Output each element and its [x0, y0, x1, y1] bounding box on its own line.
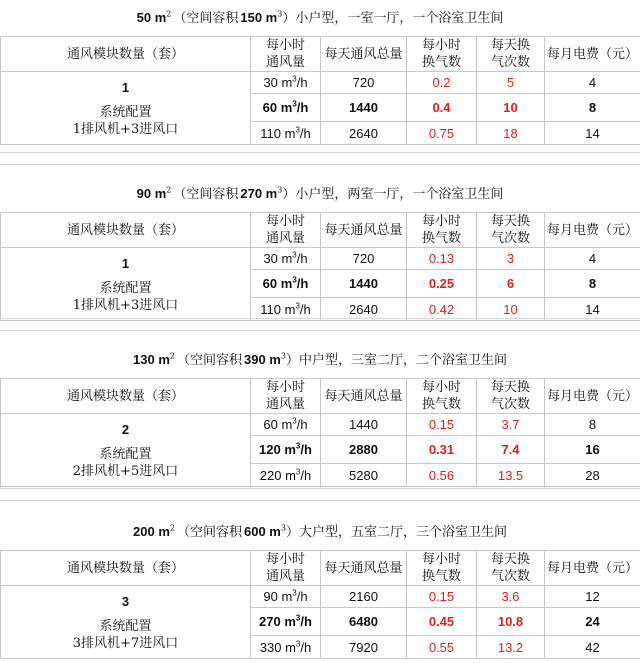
header-hourly-ach [407, 213, 477, 248]
section-title [0, 0, 640, 36]
flow-sup: 3 [295, 467, 301, 477]
header-hourly-ach [407, 379, 477, 414]
daily-ach-value: 13.5 [477, 464, 545, 487]
header-daily-ach [477, 379, 545, 414]
spec-table [0, 36, 640, 145]
header-hourly-flow [251, 37, 321, 72]
hourly-flow-value [251, 94, 321, 122]
monthly-fee-value: 14 [545, 122, 640, 145]
header-hourly-ach-l1: 每小时 [421, 38, 461, 53]
config-label: 系统配置 [99, 618, 152, 634]
flow-sup: 3 [292, 99, 297, 109]
header-hourly-ach [407, 551, 477, 586]
flow-sup: 3 [292, 416, 297, 426]
monthly-fee-value: 4 [545, 72, 640, 94]
daily-ach-value: 18 [477, 122, 545, 145]
monthly-fee-value: 4 [545, 248, 640, 270]
daily-ach-value: 3.7 [477, 414, 545, 436]
hourly-flow-value [251, 270, 321, 298]
header-row [1, 551, 640, 586]
spec-table [0, 550, 640, 659]
title-area: 50 m [136, 10, 167, 25]
flow-number: 30 m [263, 251, 293, 266]
hourly-ach-value: 0.25 [407, 270, 477, 298]
daily-total-value: 2160 [321, 586, 407, 608]
module-count-value: 1 [121, 79, 130, 95]
section-spacer-line [0, 488, 640, 489]
title-description: ）小户型，一室一厅，一个浴室卫生间 [282, 11, 504, 26]
section-title [0, 342, 640, 378]
section-title [0, 176, 640, 212]
title-volume-label: （空间容积 [173, 187, 239, 202]
title-area: 130 m [133, 352, 170, 367]
header-hourly-flow-l2: 通风量 [265, 55, 305, 70]
section-spacer-line [0, 152, 640, 153]
flow-sup: 3 [292, 588, 297, 598]
header-hourly-ach-l2: 换气数 [421, 55, 461, 70]
flow-sup: 3 [295, 125, 300, 135]
title-area: 90 m [136, 186, 167, 201]
section-4 [0, 514, 640, 659]
title-area-sup: 2 [166, 9, 172, 19]
hourly-ach-value: 0.31 [407, 436, 477, 464]
flow-unit: /h [296, 276, 309, 291]
header-module-count: 通风模块数量（套） [1, 213, 251, 248]
title-area-sup: 2 [169, 351, 175, 361]
monthly-fee-value: 8 [545, 94, 640, 122]
title-volume-sup: 3 [280, 523, 286, 533]
title-volume-label: （空间容积 [176, 353, 242, 368]
flow-unit: /h [300, 639, 312, 655]
header-monthly-fee: 每月电费（元） [545, 551, 640, 586]
data-row [1, 248, 640, 270]
title-area-sup: 2 [169, 523, 175, 533]
flow-sup: 3 [292, 275, 297, 285]
flow-unit: /h [296, 251, 308, 266]
flow-sup: 3 [295, 613, 301, 623]
spec-table [0, 212, 640, 321]
flow-unit: /h [300, 467, 312, 483]
header-daily-ach [477, 37, 545, 72]
data-row [1, 72, 640, 94]
title-description: ）中户型，三室二厅，二个浴室卫生间 [285, 353, 507, 368]
daily-ach-value: 6 [477, 270, 545, 298]
header-daily-ach-l2: 气次数 [490, 231, 530, 246]
flow-unit: /h [296, 100, 309, 115]
flow-number: 270 m [259, 614, 296, 629]
flow-number: 330 m [259, 639, 296, 655]
flow-number: 90 m [263, 589, 293, 604]
config-cell [1, 72, 251, 145]
daily-ach-value: 10 [477, 94, 545, 122]
flow-unit: /h [296, 417, 308, 432]
hourly-ach-value: 0.45 [407, 608, 477, 636]
monthly-fee-value: 8 [545, 270, 640, 298]
header-monthly-fee: 每月电费（元） [545, 379, 640, 414]
title-volume: 150 m [240, 10, 278, 25]
header-daily-total: 每天通风总量 [321, 213, 407, 248]
header-daily-total: 每天通风总量 [321, 551, 407, 586]
header-module-count: 通风模块数量（套） [1, 37, 251, 72]
hourly-flow-value [251, 122, 321, 145]
flow-number: 30 m [263, 75, 293, 90]
header-daily-ach-l2: 气次数 [490, 569, 530, 584]
flow-unit: /h [300, 442, 312, 457]
header-hourly-flow-l2: 通风量 [265, 569, 305, 584]
flow-sup: 3 [295, 639, 301, 649]
header-hourly-ach-l1: 每小时 [421, 214, 461, 229]
daily-total-value: 720 [321, 248, 407, 270]
flow-number: 110 m [260, 125, 296, 141]
daily-total-value: 2640 [321, 122, 407, 145]
monthly-fee-value: 12 [545, 586, 640, 608]
monthly-fee-value: 28 [545, 464, 640, 487]
hourly-flow-value [251, 636, 321, 659]
header-hourly-flow [251, 213, 321, 248]
header-daily-ach-l1: 每天换 [490, 552, 530, 567]
config-cell [1, 586, 251, 659]
config-detail: 1排风机+3进风口 [72, 121, 179, 137]
flow-number: 120 m [259, 442, 296, 457]
section-spacer-line [0, 318, 640, 319]
header-daily-ach [477, 213, 545, 248]
hourly-ach-value: 0.75 [407, 122, 477, 145]
flow-unit: /h [296, 75, 308, 90]
hourly-ach-value: 0.2 [407, 72, 477, 94]
flow-number: 220 m [259, 467, 296, 483]
daily-total-value: 1440 [321, 270, 407, 298]
daily-total-value: 2880 [321, 436, 407, 464]
header-monthly-fee: 每月电费（元） [545, 37, 640, 72]
hourly-ach-value: 0.42 [407, 298, 477, 321]
flow-number: 60 m [262, 276, 293, 291]
header-hourly-ach-l2: 换气数 [421, 231, 461, 246]
hourly-flow-value [251, 248, 321, 270]
title-volume-sup: 3 [280, 351, 286, 361]
config-cell [1, 248, 251, 321]
monthly-fee-value: 8 [545, 414, 640, 436]
daily-total-value: 7920 [321, 636, 407, 659]
config-label: 系统配置 [99, 280, 152, 296]
header-daily-total: 每天通风总量 [321, 37, 407, 72]
monthly-fee-value: 24 [545, 608, 640, 636]
header-hourly-ach-l2: 换气数 [421, 397, 461, 412]
hourly-flow-value [251, 436, 321, 464]
header-daily-ach-l2: 气次数 [490, 397, 530, 412]
data-row [1, 586, 640, 608]
daily-ach-value: 3 [477, 248, 545, 270]
module-count-value: 3 [121, 593, 130, 609]
flow-number: 60 m [262, 100, 293, 115]
flow-unit: /h [296, 589, 308, 604]
spec-table [0, 378, 640, 487]
title-volume: 390 m [244, 352, 281, 367]
section-1 [0, 0, 640, 145]
flow-number: 60 m [263, 417, 293, 432]
daily-total-value: 5280 [321, 464, 407, 487]
daily-total-value: 720 [321, 72, 407, 94]
daily-ach-value: 5 [477, 72, 545, 94]
hourly-ach-value: 0.56 [407, 464, 477, 487]
section-3 [0, 342, 640, 487]
title-volume-label: （空间容积 [176, 525, 242, 540]
section-spacer-line [0, 500, 640, 501]
header-hourly-flow-l1: 每小时 [265, 38, 305, 53]
header-hourly-flow-l2: 通风量 [265, 397, 305, 412]
hourly-flow-value [251, 464, 321, 487]
config-detail: 1排风机+3进风口 [72, 297, 179, 313]
header-daily-ach-l2: 气次数 [490, 55, 530, 70]
flow-number: 110 m [260, 301, 296, 317]
hourly-flow-value [251, 72, 321, 94]
flow-sup: 3 [295, 441, 301, 451]
header-hourly-flow-l1: 每小时 [265, 214, 305, 229]
flow-sup: 3 [292, 74, 297, 84]
section-2 [0, 176, 640, 321]
hourly-flow-value [251, 586, 321, 608]
config-detail: 3排风机+7进风口 [72, 635, 179, 651]
header-hourly-flow-l2: 通风量 [265, 231, 305, 246]
header-monthly-fee: 每月电费（元） [545, 213, 640, 248]
hourly-flow-value [251, 414, 321, 436]
title-volume: 600 m [244, 524, 281, 539]
section-spacer-line [0, 164, 640, 165]
header-hourly-flow-l1: 每小时 [265, 552, 305, 567]
module-count-value: 2 [121, 421, 130, 437]
section-title [0, 514, 640, 550]
header-hourly-ach-l1: 每小时 [421, 552, 461, 567]
title-volume-sup: 3 [277, 9, 283, 19]
header-hourly-flow [251, 551, 321, 586]
hourly-ach-value: 0.13 [407, 248, 477, 270]
hourly-ach-value: 0.4 [407, 94, 477, 122]
header-daily-ach-l1: 每天换 [490, 380, 530, 395]
config-cell [1, 414, 251, 487]
daily-ach-value: 7.4 [477, 436, 545, 464]
header-daily-ach-l1: 每天换 [490, 214, 530, 229]
header-hourly-ach-l2: 换气数 [421, 569, 461, 584]
title-description: ）小户型，两室一厅，一个浴室卫生间 [282, 187, 504, 202]
section-spacer-line [0, 330, 640, 331]
daily-ach-value: 10 [477, 298, 545, 321]
hourly-ach-value: 0.15 [407, 586, 477, 608]
header-module-count: 通风模块数量（套） [1, 551, 251, 586]
hourly-ach-value: 0.15 [407, 414, 477, 436]
title-volume: 270 m [240, 186, 278, 201]
title-volume-sup: 3 [277, 185, 283, 195]
daily-total-value: 6480 [321, 608, 407, 636]
flow-unit: /h [299, 125, 311, 141]
title-description: ）大户型，五室二厅，三个浴室卫生间 [285, 525, 507, 540]
header-daily-ach [477, 551, 545, 586]
monthly-fee-value: 42 [545, 636, 640, 659]
daily-total-value: 1440 [321, 414, 407, 436]
hourly-ach-value: 0.55 [407, 636, 477, 659]
daily-ach-value: 13.2 [477, 636, 545, 659]
monthly-fee-value: 14 [545, 298, 640, 321]
daily-ach-value: 10.8 [477, 608, 545, 636]
flow-unit: /h [299, 301, 311, 317]
title-volume-label: （空间容积 [173, 11, 239, 26]
module-count-value: 1 [121, 255, 130, 271]
flow-unit: /h [300, 614, 312, 629]
title-area: 200 m [133, 524, 170, 539]
config-detail: 2排风机+5进风口 [72, 463, 179, 479]
hourly-flow-value [251, 608, 321, 636]
data-row [1, 414, 640, 436]
header-daily-total: 每天通风总量 [321, 379, 407, 414]
header-daily-ach-l1: 每天换 [490, 38, 530, 53]
monthly-fee-value: 16 [545, 436, 640, 464]
config-label: 系统配置 [99, 104, 152, 120]
title-area-sup: 2 [166, 185, 172, 195]
header-hourly-flow-l1: 每小时 [265, 380, 305, 395]
daily-ach-value: 3.6 [477, 586, 545, 608]
header-hourly-flow [251, 379, 321, 414]
config-label: 系统配置 [99, 446, 152, 462]
header-row [1, 213, 640, 248]
flow-sup: 3 [292, 250, 297, 260]
header-row [1, 379, 640, 414]
header-hourly-ach [407, 37, 477, 72]
daily-total-value: 1440 [321, 94, 407, 122]
header-module-count: 通风模块数量（套） [1, 379, 251, 414]
flow-sup: 3 [295, 301, 300, 311]
header-row [1, 37, 640, 72]
header-hourly-ach-l1: 每小时 [421, 380, 461, 395]
daily-total-value: 2640 [321, 298, 407, 321]
